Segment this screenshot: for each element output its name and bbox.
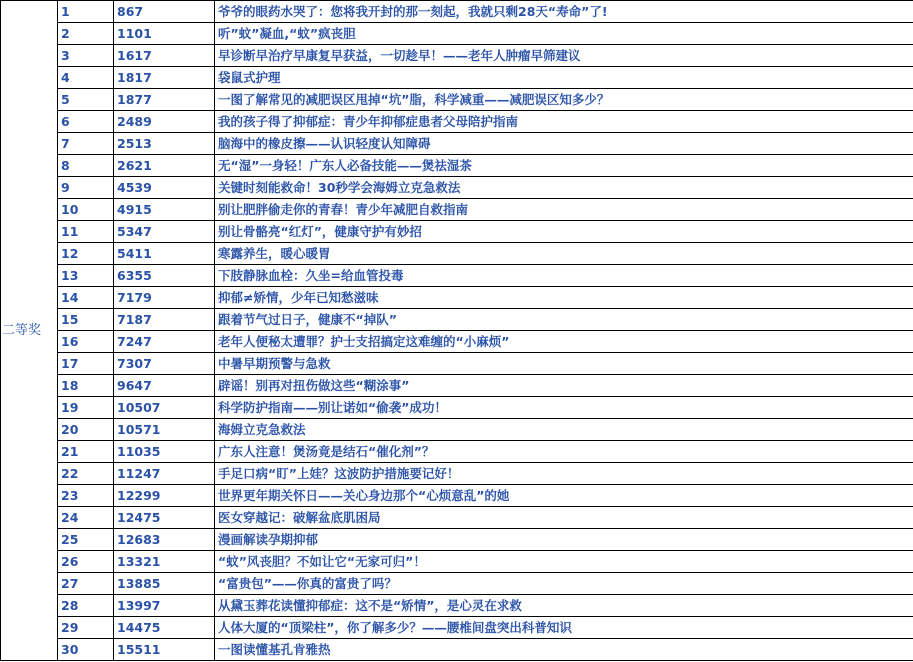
entry-id-cell: 7247: [114, 331, 215, 353]
entry-title-cell: 袋鼠式护理: [215, 67, 913, 89]
row-number-cell: 29: [58, 617, 114, 639]
row-number-cell: 19: [58, 397, 114, 419]
entry-title-cell: 一图读懂基孔肯雅热: [215, 639, 913, 661]
table-row: [1, 353, 913, 375]
table-row: [1, 507, 913, 529]
entry-title-cell: 寒露养生，暖心暖胃: [215, 243, 913, 265]
entry-title-cell: 人体大厦的“顶梁柱”，你了解多少？——腰椎间盘突出科普知识: [215, 617, 913, 639]
entry-id-cell: 11247: [114, 463, 215, 485]
row-number-cell: 20: [58, 419, 114, 441]
entry-id-cell: 1817: [114, 67, 215, 89]
row-number-cell: 4: [58, 67, 114, 89]
entry-id-cell: 12299: [114, 485, 215, 507]
entry-title-cell: 中暑早期预警与急救: [215, 353, 913, 375]
row-number-cell: 26: [58, 551, 114, 573]
row-number-cell: 9: [58, 177, 114, 199]
entry-title-cell: 广东人注意！煲汤竟是结石“催化剂”？: [215, 441, 913, 463]
table-row: [1, 529, 913, 551]
entry-title-cell: 脑海中的橡皮擦——认识轻度认知障碍: [215, 133, 913, 155]
entry-id-cell: 11035: [114, 441, 215, 463]
row-number-cell: 18: [58, 375, 114, 397]
entry-title-cell: 医女穿越记：破解盆底肌困局: [215, 507, 913, 529]
table-row: [1, 243, 913, 265]
row-number-cell: 22: [58, 463, 114, 485]
entry-title-cell: 我的孩子得了抑郁症：青少年抑郁症患者父母陪护指南: [215, 111, 913, 133]
entry-title-cell: 早诊断早治疗早康复早获益，一切趁早！——老年人肿瘤早筛建议: [215, 45, 913, 67]
entry-title-cell: 跟着节气过日子，健康不“掉队”: [215, 309, 913, 331]
table-row: [1, 551, 913, 573]
entry-title-cell: “富贵包”——你真的富贵了吗？: [215, 573, 913, 595]
table-row: [1, 419, 913, 441]
entry-title-cell: 无“湿”一身轻！广东人必备技能——煲祛湿茶: [215, 155, 913, 177]
entry-title-cell: 爷爷的眼药水哭了：您将我开封的那一刻起，我就只剩28天“寿命”了!: [215, 1, 913, 23]
entry-id-cell: 7179: [114, 287, 215, 309]
entry-id-cell: 13885: [114, 573, 215, 595]
entry-title-cell: 辟谣！别再对扭伤做这些“糊涂事”: [215, 375, 913, 397]
entry-id-cell: 9647: [114, 375, 215, 397]
table-row: [1, 265, 913, 287]
row-number-cell: 5: [58, 89, 114, 111]
entry-id-cell: 10507: [114, 397, 215, 419]
entry-title-cell: 一图了解常见的减肥误区甩掉“坑”脂，科学减重——减肥误区知多少？: [215, 89, 913, 111]
entry-id-cell: 14475: [114, 617, 215, 639]
entry-title-cell: 抑郁≠矫情，少年已知愁滋味: [215, 287, 913, 309]
row-number-cell: 11: [58, 221, 114, 243]
entry-id-cell: 1877: [114, 89, 215, 111]
entry-id-cell: 6355: [114, 265, 215, 287]
entry-title-cell: 听”蚊”凝血,“蚊”疯丧胆: [215, 23, 913, 45]
table-row: [1, 133, 913, 155]
table-row: [1, 67, 913, 89]
row-number-cell: 12: [58, 243, 114, 265]
entry-id-cell: 13997: [114, 595, 215, 617]
row-number-cell: 30: [58, 639, 114, 661]
entry-id-cell: 2513: [114, 133, 215, 155]
row-number-cell: 10: [58, 199, 114, 221]
entry-id-cell: 2621: [114, 155, 215, 177]
entry-title-cell: 世界更年期关怀日——关心身边那个“心烦意乱”的她: [215, 485, 913, 507]
entry-id-cell: 2489: [114, 111, 215, 133]
row-number-cell: 15: [58, 309, 114, 331]
table-row: [1, 199, 913, 221]
row-number-cell: 7: [58, 133, 114, 155]
award-category-cell: 二等奖: [1, 1, 58, 661]
table-row: [1, 617, 913, 639]
row-number-cell: 24: [58, 507, 114, 529]
entry-id-cell: 15511: [114, 639, 215, 661]
row-number-cell: 23: [58, 485, 114, 507]
entry-id-cell: 10571: [114, 419, 215, 441]
entry-id-cell: 4539: [114, 177, 215, 199]
row-number-cell: 1: [58, 1, 114, 23]
table-row: [1, 155, 913, 177]
table-row: [1, 221, 913, 243]
entry-title-cell: “蚊”风丧胆？不如让它“无家可归”！: [215, 551, 913, 573]
row-number-cell: 21: [58, 441, 114, 463]
table-row: [1, 287, 913, 309]
row-number-cell: 25: [58, 529, 114, 551]
entry-title-cell: 从黛玉葬花读懂抑郁症：这不是“矫情”，是心灵在求救: [215, 595, 913, 617]
table-row: [1, 595, 913, 617]
entry-title-cell: 科学防护指南——别让诺如“偷袭”成功！: [215, 397, 913, 419]
table-row: [1, 1, 913, 23]
table-row: [1, 309, 913, 331]
table-row: [1, 441, 913, 463]
row-number-cell: 2: [58, 23, 114, 45]
table-row: [1, 375, 913, 397]
row-number-cell: 3: [58, 45, 114, 67]
row-number-cell: 6: [58, 111, 114, 133]
table-row: [1, 45, 913, 67]
entry-title-cell: 下肢静脉血栓：久坐=给血管投毒: [215, 265, 913, 287]
entry-title-cell: 关键时刻能救命！30秒学会海姆立克急救法: [215, 177, 913, 199]
entry-id-cell: 7307: [114, 353, 215, 375]
table-row: [1, 331, 913, 353]
table-row: [1, 639, 913, 661]
entry-title-cell: 别让肥胖偷走你的青春！青少年减肥自救指南: [215, 199, 913, 221]
entry-id-cell: 13321: [114, 551, 215, 573]
row-number-cell: 28: [58, 595, 114, 617]
entry-title-cell: 手足口病“盯”上娃？这波防护措施要记好！: [215, 463, 913, 485]
table-row: [1, 177, 913, 199]
table-row: [1, 397, 913, 419]
table-row: [1, 89, 913, 111]
table-row: [1, 111, 913, 133]
table-row: [1, 23, 913, 45]
row-number-cell: 13: [58, 265, 114, 287]
row-number-cell: 27: [58, 573, 114, 595]
row-number-cell: 17: [58, 353, 114, 375]
entry-id-cell: 867: [114, 1, 215, 23]
row-number-cell: 14: [58, 287, 114, 309]
entry-id-cell: 1617: [114, 45, 215, 67]
entry-id-cell: 1101: [114, 23, 215, 45]
entry-id-cell: 7187: [114, 309, 215, 331]
table-row: [1, 463, 913, 485]
entry-title-cell: 老年人便秘太遭罪？护士支招搞定这难缠的“小麻烦”: [215, 331, 913, 353]
table-row: [1, 485, 913, 507]
row-number-cell: 16: [58, 331, 114, 353]
entry-id-cell: 4915: [114, 199, 215, 221]
entry-title-cell: 别让骨骼亮“红灯”，健康守护有妙招: [215, 221, 913, 243]
entry-id-cell: 5347: [114, 221, 215, 243]
entry-id-cell: 12475: [114, 507, 215, 529]
entry-title-cell: 海姆立克急救法: [215, 419, 913, 441]
awards-table-body: [1, 1, 913, 661]
entry-title-cell: 漫画解读孕期抑郁: [215, 529, 913, 551]
entry-id-cell: 5411: [114, 243, 215, 265]
table-row: [1, 573, 913, 595]
row-number-cell: 8: [58, 155, 114, 177]
entry-id-cell: 12683: [114, 529, 215, 551]
